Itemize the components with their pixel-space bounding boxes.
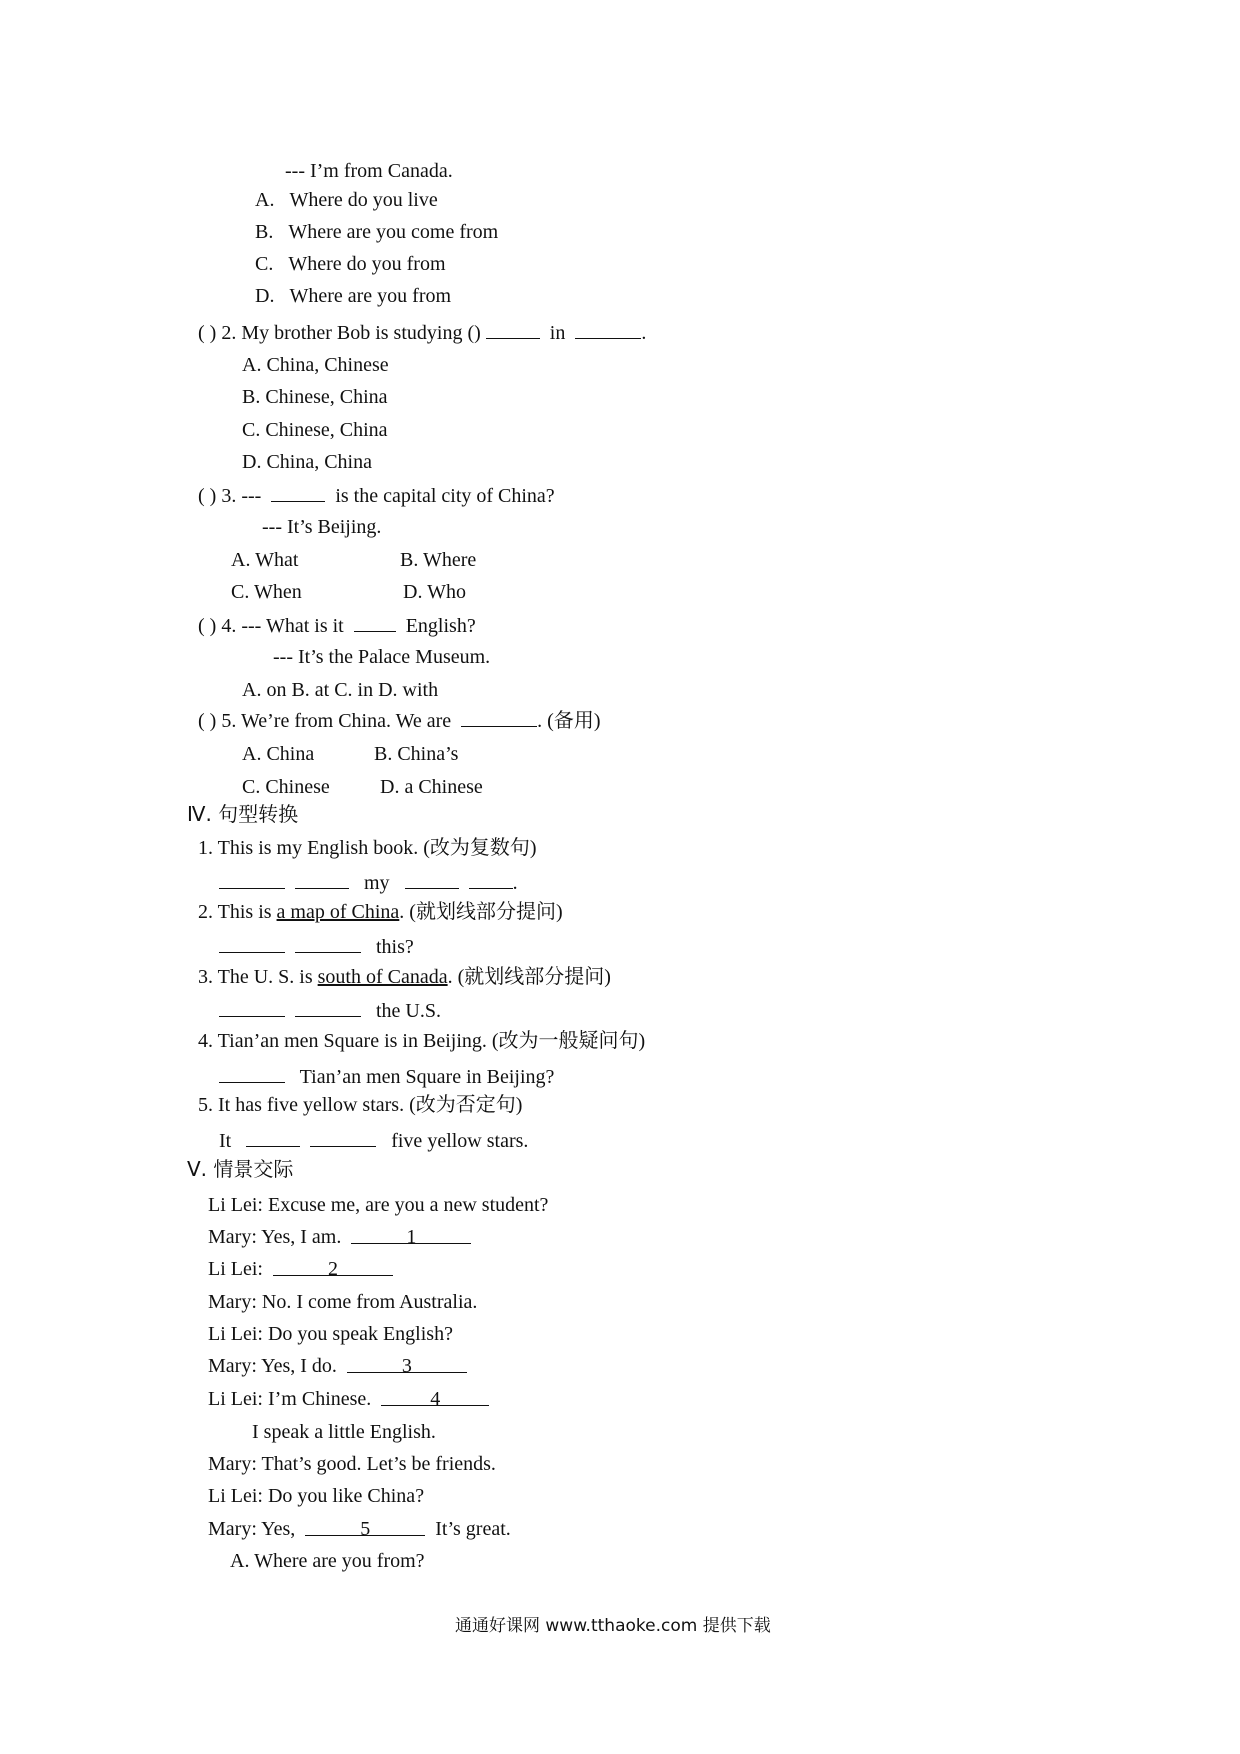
- s4-item-4: 4. Tian’an men Square is in Beijing. (改为一般疑问句): [198, 1030, 646, 1052]
- s4-3-blank-2[interactable]: [295, 998, 361, 1017]
- q3-stem-b: is the capital city of China?: [335, 485, 555, 507]
- dialog-text: Li Lei: I’m Chinese.: [208, 1388, 372, 1410]
- q4-options: A. on B. at C. in D. with: [242, 679, 439, 701]
- q5-option-a: A. China: [242, 743, 315, 765]
- dialog-blank-2[interactable]: 2: [273, 1257, 393, 1276]
- option-text: Where do you live: [289, 189, 438, 211]
- q2-option-d: D. China, China: [242, 451, 372, 473]
- dialog-blank-1[interactable]: 1: [351, 1225, 471, 1244]
- s4-1-blank-3[interactable]: [405, 870, 459, 889]
- s4-3-underlined: south of Canada: [317, 966, 448, 988]
- s4-3-b: . (就划线部分提问): [447, 966, 611, 988]
- q3-blank[interactable]: [271, 483, 325, 502]
- q3-option-a: A. What: [231, 549, 299, 571]
- q3-stem-a: 3. ---: [221, 485, 262, 507]
- s4-2-end: this?: [376, 936, 414, 958]
- q3-option-d: D. Who: [403, 581, 466, 603]
- q5-option-d: D. a Chinese: [380, 776, 483, 798]
- q5-option-c: C. Chinese: [242, 776, 330, 798]
- s4-item-2: [198, 900, 563, 924]
- s4-2-blank-2[interactable]: [295, 934, 361, 953]
- dialog-text-end: It’s great.: [435, 1518, 511, 1540]
- dialog-text: Mary: Yes, I am.: [208, 1226, 342, 1248]
- q3-answer: --- It’s Beijing.: [262, 516, 382, 538]
- q2-option-c: C. Chinese, China: [242, 419, 388, 441]
- q5-stem-a: 5. We’re from China. We are: [221, 710, 452, 732]
- q5-stem-b: . (备用): [537, 710, 601, 732]
- dialog-line-5: Li Lei: Do you speak English?: [208, 1323, 453, 1345]
- dialog-line-2: [208, 1225, 471, 1249]
- q1-answer: --- I’m from Canada.: [285, 160, 453, 182]
- s4-1-blank-1[interactable]: [219, 870, 285, 889]
- dialog-text: Mary: Yes,: [208, 1518, 296, 1540]
- option-letter: B.: [255, 221, 274, 243]
- s4-item-4-answer: [219, 1064, 554, 1089]
- option-letter: A.: [255, 189, 275, 211]
- q5-option-b: B. China’s: [374, 743, 459, 765]
- dialog-line-11: [208, 1517, 511, 1541]
- dialog-option-a: A. Where are you from?: [230, 1550, 425, 1572]
- answer-paren: ( ): [198, 322, 217, 344]
- s4-2-a: 2. This is: [198, 901, 272, 923]
- s4-2-b: . (就划线部分提问): [399, 901, 563, 923]
- dialog-line-1: Li Lei: Excuse me, are you a new student?: [208, 1194, 549, 1216]
- s4-5-start: It: [219, 1130, 232, 1152]
- q2-blank-1[interactable]: [486, 320, 540, 339]
- s4-5-end: five yellow stars.: [391, 1130, 529, 1152]
- s4-item-2-answer: [219, 934, 414, 959]
- dialog-blank-5[interactable]: 5: [305, 1517, 425, 1536]
- s4-item-5-answer: [219, 1128, 528, 1153]
- dialog-line-7: [208, 1387, 489, 1411]
- answer-paren: ( ): [198, 615, 217, 637]
- q1-option-c: [255, 252, 446, 276]
- q3-stem: [198, 483, 555, 508]
- section-4-title: Ⅳ. 句型转换: [187, 802, 299, 826]
- dialog-line-8: I speak a little English.: [252, 1421, 436, 1443]
- q5-blank[interactable]: [461, 708, 537, 727]
- dialog-line-3: [208, 1257, 393, 1281]
- q2-blank-2[interactable]: [575, 320, 641, 339]
- q2-mid: in: [549, 322, 566, 344]
- option-letter: C.: [255, 253, 274, 275]
- q2-option-a: A. China, Chinese: [242, 354, 389, 376]
- s4-4-end: Tian’an men Square in Beijing?: [299, 1066, 555, 1088]
- s4-1-blank-4[interactable]: [469, 870, 513, 889]
- q4-stem-b: English?: [405, 615, 476, 637]
- s4-1-blank-2[interactable]: [295, 870, 349, 889]
- q2-option-b: B. Chinese, China: [242, 386, 388, 408]
- dialog-line-4: Mary: No. I come from Australia.: [208, 1291, 478, 1313]
- q3-option-b: B. Where: [400, 549, 477, 571]
- s4-3-end: the U.S.: [376, 1000, 441, 1022]
- q5-stem: [198, 708, 601, 733]
- q2-end: .: [641, 322, 647, 344]
- answer-paren: ( ): [198, 710, 217, 732]
- option-letter: D.: [255, 285, 275, 307]
- q3-option-c: C. When: [231, 581, 302, 603]
- s4-1-end: .: [512, 872, 518, 894]
- s4-4-blank-1[interactable]: [219, 1064, 285, 1083]
- dialog-line-10: Li Lei: Do you like China?: [208, 1485, 425, 1507]
- s4-item-3: [198, 965, 611, 989]
- s4-2-underlined: a map of China: [276, 901, 400, 923]
- option-text: Where are you come from: [288, 221, 499, 243]
- s4-item-5: 5. It has five yellow stars. (改为否定句): [198, 1094, 523, 1116]
- q4-answer: --- It’s the Palace Museum.: [273, 646, 491, 668]
- s4-3-a: 3. The U. S. is: [198, 966, 313, 988]
- page-footer: 通通好课网 www.tthaoke.com 提供下载: [455, 1616, 771, 1636]
- s4-item-1: 1. This is my English book. (改为复数句): [198, 837, 537, 859]
- q2-stem-text: 2. My brother Bob is studying (): [221, 322, 481, 344]
- q2-stem: [198, 320, 646, 345]
- s4-item-3-answer: [219, 998, 441, 1023]
- s4-2-blank-1[interactable]: [219, 934, 285, 953]
- q1-option-d: [255, 284, 451, 308]
- q4-blank[interactable]: [354, 613, 396, 632]
- q1-option-a: [255, 188, 438, 212]
- dialog-text: Mary: Yes, I do.: [208, 1355, 337, 1377]
- s4-5-blank-1[interactable]: [246, 1128, 300, 1147]
- q4-stem: [198, 613, 476, 638]
- dialog-line-6: [208, 1354, 467, 1378]
- dialog-blank-3[interactable]: 3: [347, 1354, 467, 1373]
- answer-paren: ( ): [198, 485, 217, 507]
- option-text: Where are you from: [289, 285, 452, 307]
- section-5-title: Ⅴ. 情景交际: [187, 1157, 294, 1181]
- dialog-line-9: Mary: That’s good. Let’s be friends.: [208, 1453, 496, 1475]
- q1-option-b: [255, 220, 498, 244]
- dialog-blank-4[interactable]: 4: [381, 1387, 489, 1406]
- s4-item-1-answer: [219, 870, 518, 895]
- s4-5-blank-2[interactable]: [310, 1128, 376, 1147]
- s4-3-blank-1[interactable]: [219, 998, 285, 1017]
- q4-stem-a: 4. --- What is it: [221, 615, 344, 637]
- option-text: Where do you from: [288, 253, 446, 275]
- s4-1-mid: my: [364, 872, 390, 894]
- dialog-text: Li Lei:: [208, 1258, 263, 1280]
